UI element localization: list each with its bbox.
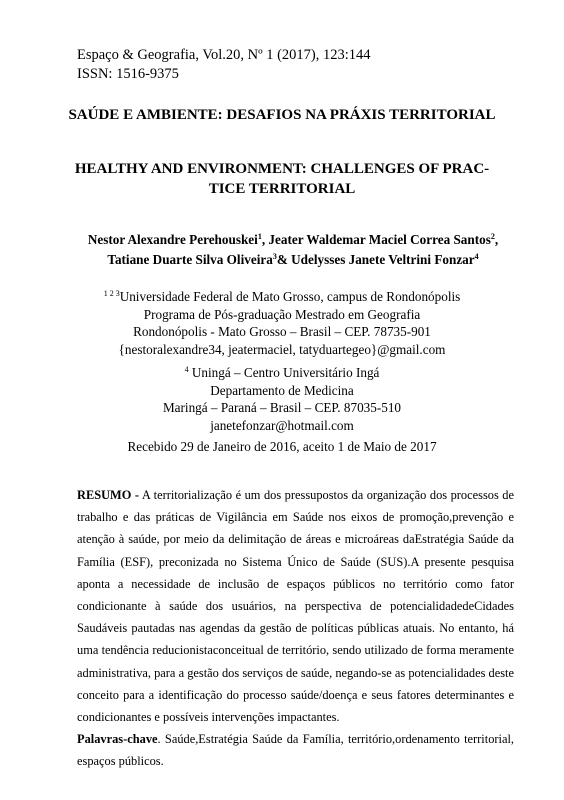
author-line-1 (60, 230, 526, 250)
keywords-text: . Saúde,Estratégia Saúde da Família, território,ordenamento territorial, espaços públicos. (77, 732, 514, 769)
abstract-text: A territorialização é um dos pressupostos da organização dos processos de trabalho e das práticas de Vigilância em Saúde nos eixos de promoção,prevenção e atenção à saúde, por meio da delimitação de áreas e microáreas daEstratégia Saúde da Família (ESF), preconizada no Sistema Único de Saúde (SUS).A presente pesquisa aponta a necessidade de inclusão de espaços públicos no território como fator condicionante à saúde dos usuários, na perspectiva de potencialidadedeCidades Saudáveis pautadas nas agendas da gestão de políticas públicas atuais. No entanto, há uma tendência reducionistaconceitual de território, sendo utilizado de forma meramente administrativa, para a gestão dos serviços de saúde, negando-se as potencialidades deste conceito para a identificação do processo saúde/doença e seus fatores determinantes e condicionantes e possíveis intervenções impactantes. (77, 488, 514, 725)
author-line-2 (60, 250, 526, 270)
author-affiliation-mark: 1 (257, 232, 262, 241)
affiliation-address: Rondonópolis - Mato Grosso – Brasil – CEP. 78735-901 (133, 324, 431, 339)
affiliation-line (0, 364, 564, 382)
affiliation-emails: {nestoralexandre34, jeatermaciel, tatyduartegeo}@gmail.com (118, 341, 446, 357)
journal-citation: Espaço & Geografia, Vol.20, Nº 1 (2017), 123:144 (77, 47, 371, 63)
author-name: Jeater Waldemar Maciel Correa Santos (268, 232, 491, 247)
abstract-label: RESUMO - (77, 488, 140, 502)
title-english-line2: TICE TERRITORIAL (208, 181, 356, 197)
issn: ISSN: 1516-9375 (77, 66, 179, 82)
keywords (77, 728, 514, 772)
author-affiliation-mark: 4 (474, 252, 479, 261)
affiliation-institution: Uningá – Centro Universitário Ingá (188, 365, 380, 380)
affiliation-department: Departamento de Medicina (210, 382, 354, 398)
author-name: Tatiane Duarte Silva Oliveira (107, 252, 273, 267)
keywords-label: Palavras-chave (77, 732, 158, 746)
author-separator: & (276, 252, 292, 267)
affiliation-address: Maringá – Paraná – Brasil – CEP. 87035-510 (162, 400, 402, 415)
affiliation-mark: 1 2 3 (103, 289, 120, 298)
author-affiliation-mark: 3 (272, 252, 277, 261)
affiliation-block-1 (0, 288, 564, 358)
affiliation-email: janetefonzar@hotmail.com (210, 417, 354, 433)
abstract (77, 484, 514, 728)
author-separator: , (494, 232, 499, 247)
affiliation-block-2 (0, 364, 564, 434)
journal-header (77, 46, 371, 84)
author-list (60, 230, 526, 270)
title-english (0, 159, 564, 199)
author-name: Nestor Alexandre Perehouskei (87, 232, 258, 247)
received-accepted-dates: Recebido 29 de Janeiro de 2016, aceito 1 de Maio de 2017 (127, 439, 437, 454)
affiliation-program: Programa de Pós-graduação Mestrado em Geografia (143, 306, 421, 322)
affiliation-line (0, 288, 564, 306)
title-portuguese: SAÚDE E AMBIENTE: DESAFIOS NA PRÁXIS TERRITORIAL (68, 107, 496, 123)
affiliation-mark: 4 (184, 365, 189, 374)
affiliation-institution: Universidade Federal de Mato Grosso, campus de Rondonópolis (119, 289, 461, 304)
title-english-line1: HEALTHY AND ENVIRONMENT: CHALLENGES OF PRAC- (74, 161, 490, 177)
author-name: Udelysses Janete Veltrini Fonzar (291, 252, 475, 267)
author-separator: , (261, 232, 269, 247)
author-affiliation-mark: 2 (490, 232, 495, 241)
